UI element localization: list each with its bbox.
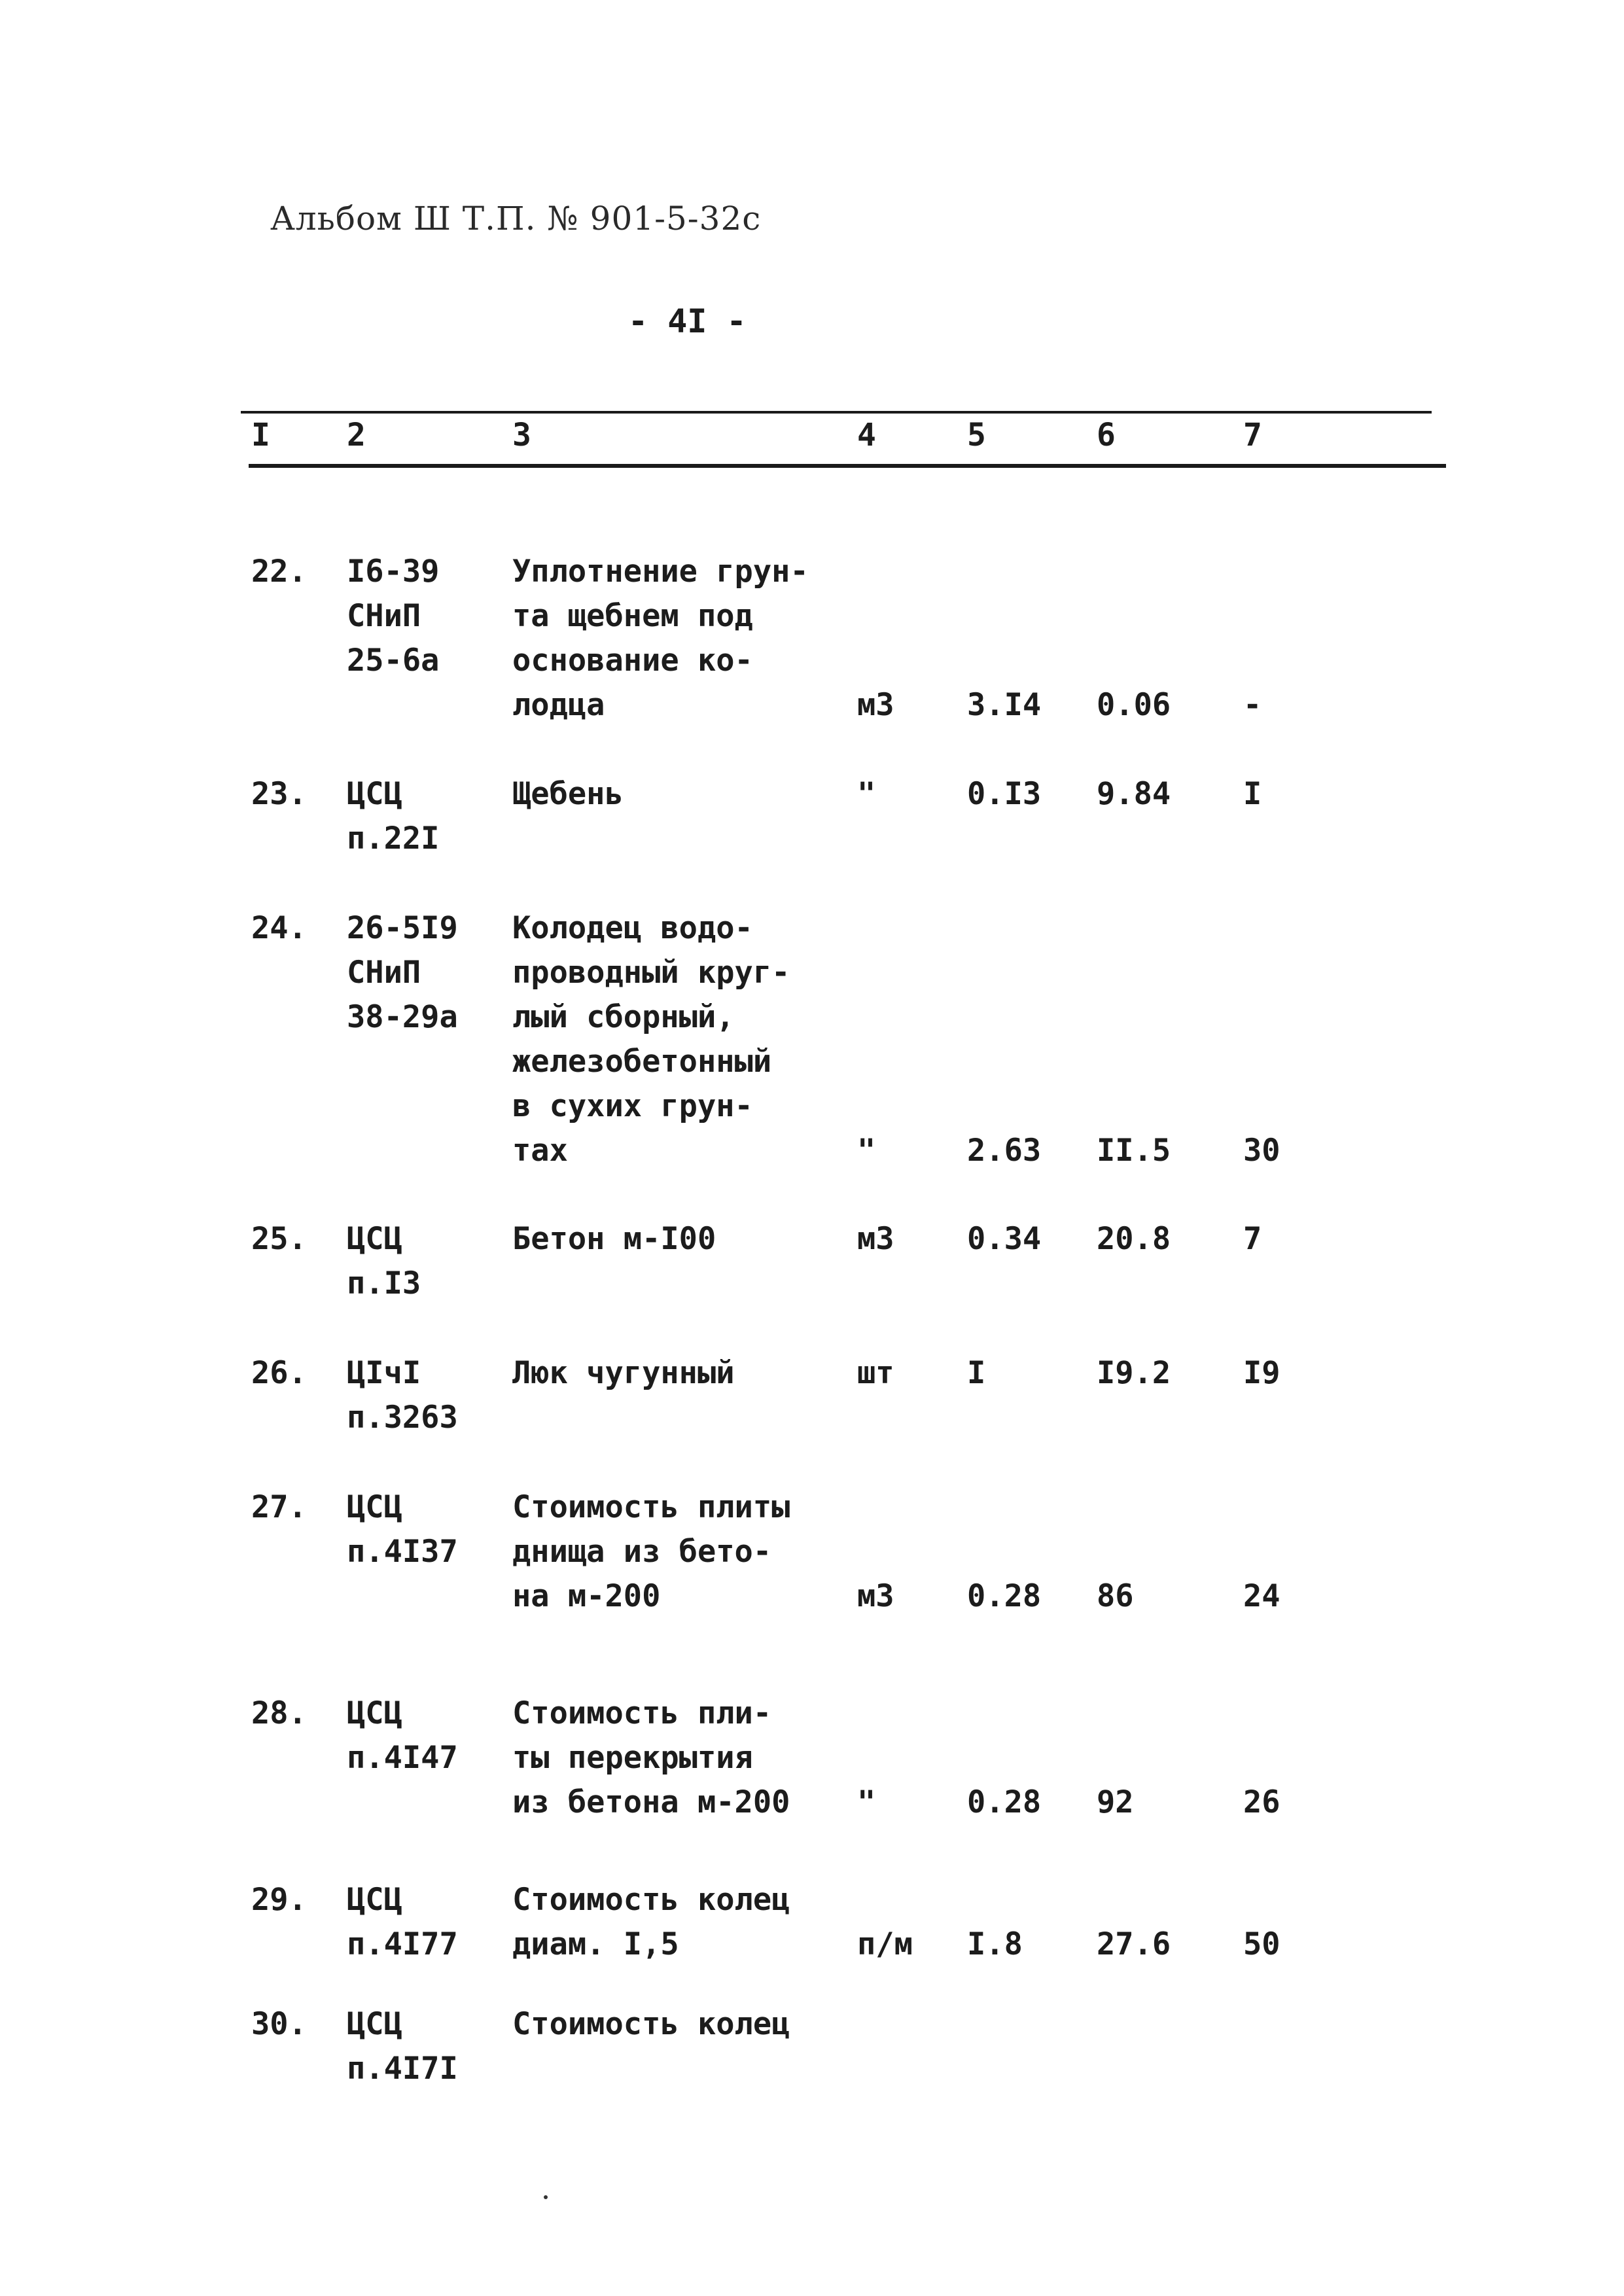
row-number: 28. bbox=[251, 1695, 307, 1731]
column-header-1: I bbox=[251, 417, 270, 453]
reference-line: п.4I47 bbox=[347, 1740, 458, 1776]
album-title: Альбом Ш Т.П. № 901-5-32с bbox=[270, 200, 762, 238]
description-line: основание ко- bbox=[512, 643, 753, 679]
quantity-cell: 0.28 bbox=[967, 1578, 1042, 1614]
reference-line: ЦIчI bbox=[347, 1355, 421, 1391]
reference-line: I6-39 bbox=[347, 554, 440, 590]
row-number: 25. bbox=[251, 1221, 307, 1257]
page-number: - 4I - bbox=[628, 302, 747, 340]
description-line: в сухих грун- bbox=[512, 1088, 753, 1124]
unit-cell: " bbox=[857, 1784, 876, 1820]
reference-cell bbox=[347, 1217, 421, 1306]
item-description bbox=[512, 1217, 716, 1262]
reference-line: ЦСЦ bbox=[347, 1221, 402, 1257]
reference-cell bbox=[347, 1351, 458, 1440]
item-description bbox=[512, 1878, 790, 1967]
description-line: на м-200 bbox=[512, 1578, 661, 1614]
total-cell: 24 bbox=[1243, 1578, 1280, 1614]
unit-price-cell: 27.6 bbox=[1097, 1926, 1171, 1962]
description-line: Стоимость плиты bbox=[512, 1489, 790, 1525]
reference-line: ЦСЦ bbox=[347, 776, 402, 812]
unit-cell: " bbox=[857, 776, 876, 812]
description-line: тах bbox=[512, 1133, 568, 1169]
description-line: из бетона м-200 bbox=[512, 1784, 790, 1820]
reference-line: п.I3 bbox=[347, 1265, 421, 1301]
item-description bbox=[512, 772, 624, 817]
reference-cell bbox=[347, 550, 439, 683]
reference-line: ЦСЦ bbox=[347, 1489, 402, 1525]
reference-cell bbox=[347, 906, 458, 1040]
total-cell: 7 bbox=[1243, 1221, 1262, 1257]
quantity-cell: I.8 bbox=[967, 1926, 1023, 1962]
table-top-rule bbox=[241, 411, 1432, 414]
description-line: Уплотнение грун- bbox=[512, 554, 809, 590]
item-description bbox=[512, 1351, 735, 1396]
stray-ink-mark bbox=[544, 2195, 548, 2199]
row-number: 24. bbox=[251, 910, 307, 946]
reference-line: п.4I37 bbox=[347, 1534, 458, 1570]
description-line: Стоимость колец bbox=[512, 2006, 790, 2042]
reference-cell bbox=[347, 1878, 458, 1967]
unit-cell: м3 bbox=[857, 1578, 894, 1614]
unit-cell: м3 bbox=[857, 1221, 894, 1257]
description-line: ты перекрытия bbox=[512, 1740, 753, 1776]
total-cell: 50 bbox=[1243, 1926, 1280, 1962]
column-header-7: 7 bbox=[1243, 417, 1262, 453]
unit-price-cell: 0.06 bbox=[1097, 687, 1171, 723]
quantity-cell: 0.28 bbox=[967, 1784, 1042, 1820]
row-number: 27. bbox=[251, 1489, 307, 1525]
row-number: 22. bbox=[251, 554, 307, 590]
unit-price-cell: II.5 bbox=[1097, 1133, 1171, 1169]
description-line: проводный круг- bbox=[512, 955, 790, 991]
description-line: Люк чугунный bbox=[512, 1355, 735, 1391]
reference-cell bbox=[347, 1691, 458, 1780]
row-number: 26. bbox=[251, 1355, 307, 1391]
unit-cell: шт bbox=[857, 1355, 894, 1391]
reference-line: 26-5I9 bbox=[347, 910, 458, 946]
reference-line: СНиП bbox=[347, 598, 421, 634]
column-header-4: 4 bbox=[857, 417, 876, 453]
column-header-2: 2 bbox=[347, 417, 366, 453]
unit-price-cell: 9.84 bbox=[1097, 776, 1171, 812]
description-line: Стоимость колец bbox=[512, 1882, 790, 1918]
description-line: Колодец водо- bbox=[512, 910, 753, 946]
reference-line: СНиП bbox=[347, 955, 421, 991]
item-description bbox=[512, 1691, 790, 1825]
reference-line: п.22I bbox=[347, 821, 440, 857]
item-description bbox=[512, 1485, 790, 1619]
item-description bbox=[512, 906, 790, 1173]
description-line: та щебнем под bbox=[512, 598, 753, 634]
unit-price-cell: I9.2 bbox=[1097, 1355, 1171, 1391]
quantity-cell: 0.I3 bbox=[967, 776, 1042, 812]
reference-line: 25-6а bbox=[347, 643, 440, 679]
unit-price-cell: 92 bbox=[1097, 1784, 1134, 1820]
column-header-3: 3 bbox=[512, 417, 531, 453]
unit-cell: " bbox=[857, 1133, 876, 1169]
reference-line: п.4I77 bbox=[347, 1926, 458, 1962]
description-line: днища из бето- bbox=[512, 1534, 772, 1570]
description-line: лый сборный, bbox=[512, 999, 735, 1035]
reference-line: ЦСЦ bbox=[347, 1882, 402, 1918]
row-number: 30. bbox=[251, 2006, 307, 2042]
total-cell: I bbox=[1243, 776, 1262, 812]
unit-price-cell: 86 bbox=[1097, 1578, 1134, 1614]
column-header-6: 6 bbox=[1097, 417, 1116, 453]
reference-line: п.4I7I bbox=[347, 2051, 458, 2087]
reference-line: ЦСЦ bbox=[347, 1695, 402, 1731]
reference-line: ЦСЦ bbox=[347, 2006, 402, 2042]
reference-cell bbox=[347, 772, 439, 861]
total-cell: 26 bbox=[1243, 1784, 1280, 1820]
description-line: Бетон м-I00 bbox=[512, 1221, 716, 1257]
row-number: 23. bbox=[251, 776, 307, 812]
quantity-cell: 0.34 bbox=[967, 1221, 1042, 1257]
item-description bbox=[512, 550, 809, 728]
unit-cell: п/м bbox=[857, 1926, 913, 1962]
description-line: диам. I,5 bbox=[512, 1926, 679, 1962]
item-description bbox=[512, 2002, 790, 2047]
quantity-cell: I bbox=[967, 1355, 986, 1391]
total-cell: I9 bbox=[1243, 1355, 1280, 1391]
quantity-cell: 2.63 bbox=[967, 1133, 1042, 1169]
total-cell: - bbox=[1243, 687, 1262, 723]
reference-cell bbox=[347, 2002, 458, 2091]
column-header-5: 5 bbox=[967, 417, 986, 453]
description-line: Щебень bbox=[512, 776, 624, 812]
reference-cell bbox=[347, 1485, 458, 1574]
table-header-rule bbox=[249, 464, 1446, 468]
unit-cell: м3 bbox=[857, 687, 894, 723]
unit-price-cell: 20.8 bbox=[1097, 1221, 1171, 1257]
total-cell: 30 bbox=[1243, 1133, 1280, 1169]
reference-line: 38-29а bbox=[347, 999, 458, 1035]
description-line: Стоимость пли- bbox=[512, 1695, 772, 1731]
reference-line: п.3263 bbox=[347, 1400, 458, 1436]
description-line: железобетонный bbox=[512, 1044, 772, 1080]
description-line: лодца bbox=[512, 687, 605, 723]
row-number: 29. bbox=[251, 1882, 307, 1918]
quantity-cell: 3.I4 bbox=[967, 687, 1042, 723]
